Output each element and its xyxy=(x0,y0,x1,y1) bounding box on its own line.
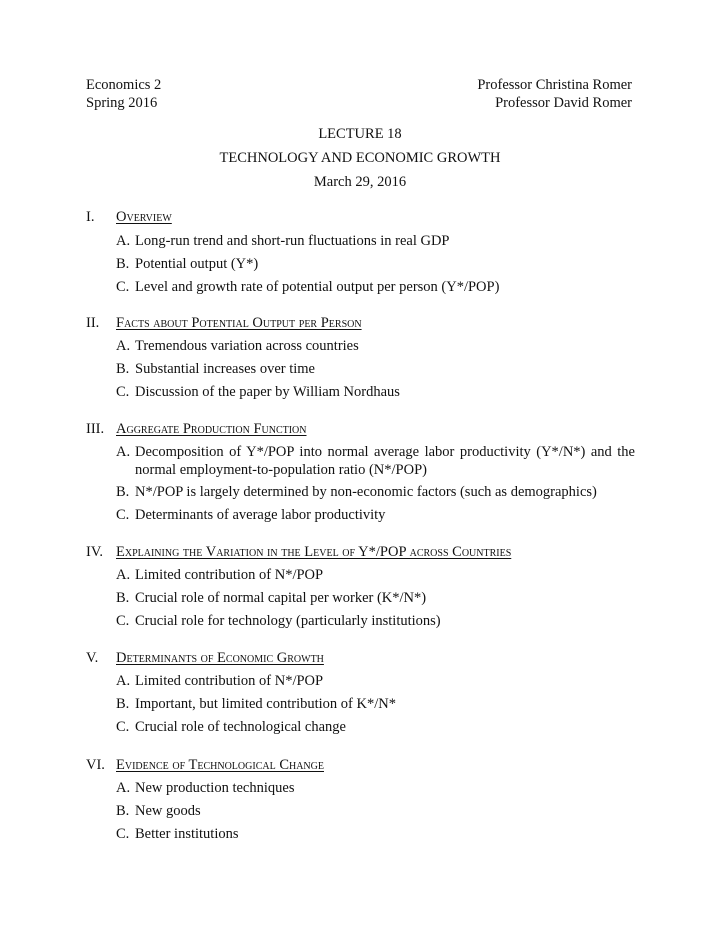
item-text: Decomposition of Y*/POP into normal average labor productivity (Y*/N*) and the normal employment-to-population ratio (N*/POP) xyxy=(135,444,635,478)
item-text: Long-run trend and short-run fluctuations in real GDP xyxy=(135,233,450,249)
item-text: Discussion of the paper by William Nordhaus xyxy=(135,384,400,400)
item-text: Crucial role of technological change xyxy=(135,719,346,735)
item-letter: A. xyxy=(116,567,131,583)
item-letter: A. xyxy=(116,673,131,689)
item-letter: A. xyxy=(116,233,131,249)
item-text: Potential output (Y*) xyxy=(135,256,259,272)
lecture-number: LECTURE 18 xyxy=(318,126,402,142)
item-letter: B. xyxy=(116,256,130,272)
item-text: Determinants of average labor productivity xyxy=(135,507,386,523)
item-text: Substantial increases over time xyxy=(135,361,315,377)
item-letter: A. xyxy=(116,338,131,354)
item-letter: B. xyxy=(116,803,130,819)
item-letter: C. xyxy=(116,826,130,842)
item-letter: B. xyxy=(116,696,130,712)
item-letter: C. xyxy=(116,384,130,400)
section-heading: Evidence of Technological Change xyxy=(116,757,324,773)
section-numeral: III. xyxy=(86,421,105,437)
course-name: Economics 2 xyxy=(86,77,162,93)
section-numeral: IV. xyxy=(86,544,104,560)
section-numeral: V. xyxy=(86,650,99,666)
section-heading: Aggregate Production Function xyxy=(116,421,307,437)
professor-2: Professor David Romer xyxy=(495,95,632,111)
professor-1: Professor Christina Romer xyxy=(477,77,632,93)
item-text: New production techniques xyxy=(135,780,295,796)
item-text: Limited contribution of N*/POP xyxy=(135,567,324,583)
term: Spring 2016 xyxy=(86,95,158,111)
item-text: Level and growth rate of potential output per person (Y*/POP) xyxy=(135,279,500,295)
item-text: Crucial role for technology (particularly institutions) xyxy=(135,613,441,629)
section-heading: Explaining the Variation in the Level of Y*/POP across Countries xyxy=(116,544,512,560)
item-letter: B. xyxy=(116,361,130,377)
section-heading: Overview xyxy=(116,209,172,225)
item-letter: B. xyxy=(116,590,130,606)
item-letter: A. xyxy=(116,444,131,460)
item-letter: C. xyxy=(116,507,130,523)
item-letter: A. xyxy=(116,780,131,796)
item-letter: C. xyxy=(116,279,130,295)
item-text: New goods xyxy=(135,803,201,819)
item-letter: C. xyxy=(116,613,130,629)
item-letter: B. xyxy=(116,484,130,500)
lecture-date: March 29, 2016 xyxy=(313,174,407,190)
item-text: Important, but limited contribution of K*/N* xyxy=(135,696,396,712)
item-letter: C. xyxy=(116,719,130,735)
item-text: Tremendous variation across countries xyxy=(135,338,359,354)
section-heading: Determinants of Economic Growth xyxy=(116,650,324,666)
section-numeral: VI. xyxy=(86,757,105,773)
item-text: N*/POP is largely determined by non-economic factors (such as demographics) xyxy=(135,484,597,500)
item-text: Better institutions xyxy=(135,826,239,842)
lecture-topic: TECHNOLOGY AND ECONOMIC GROWTH xyxy=(219,150,501,166)
item-text: Limited contribution of N*/POP xyxy=(135,673,324,689)
item-text: Crucial role of normal capital per worker (K*/N*) xyxy=(135,590,427,606)
section-numeral: I. xyxy=(86,209,95,225)
section-numeral: II. xyxy=(86,315,100,331)
section-heading: Facts about Potential Output per Person xyxy=(116,315,362,331)
